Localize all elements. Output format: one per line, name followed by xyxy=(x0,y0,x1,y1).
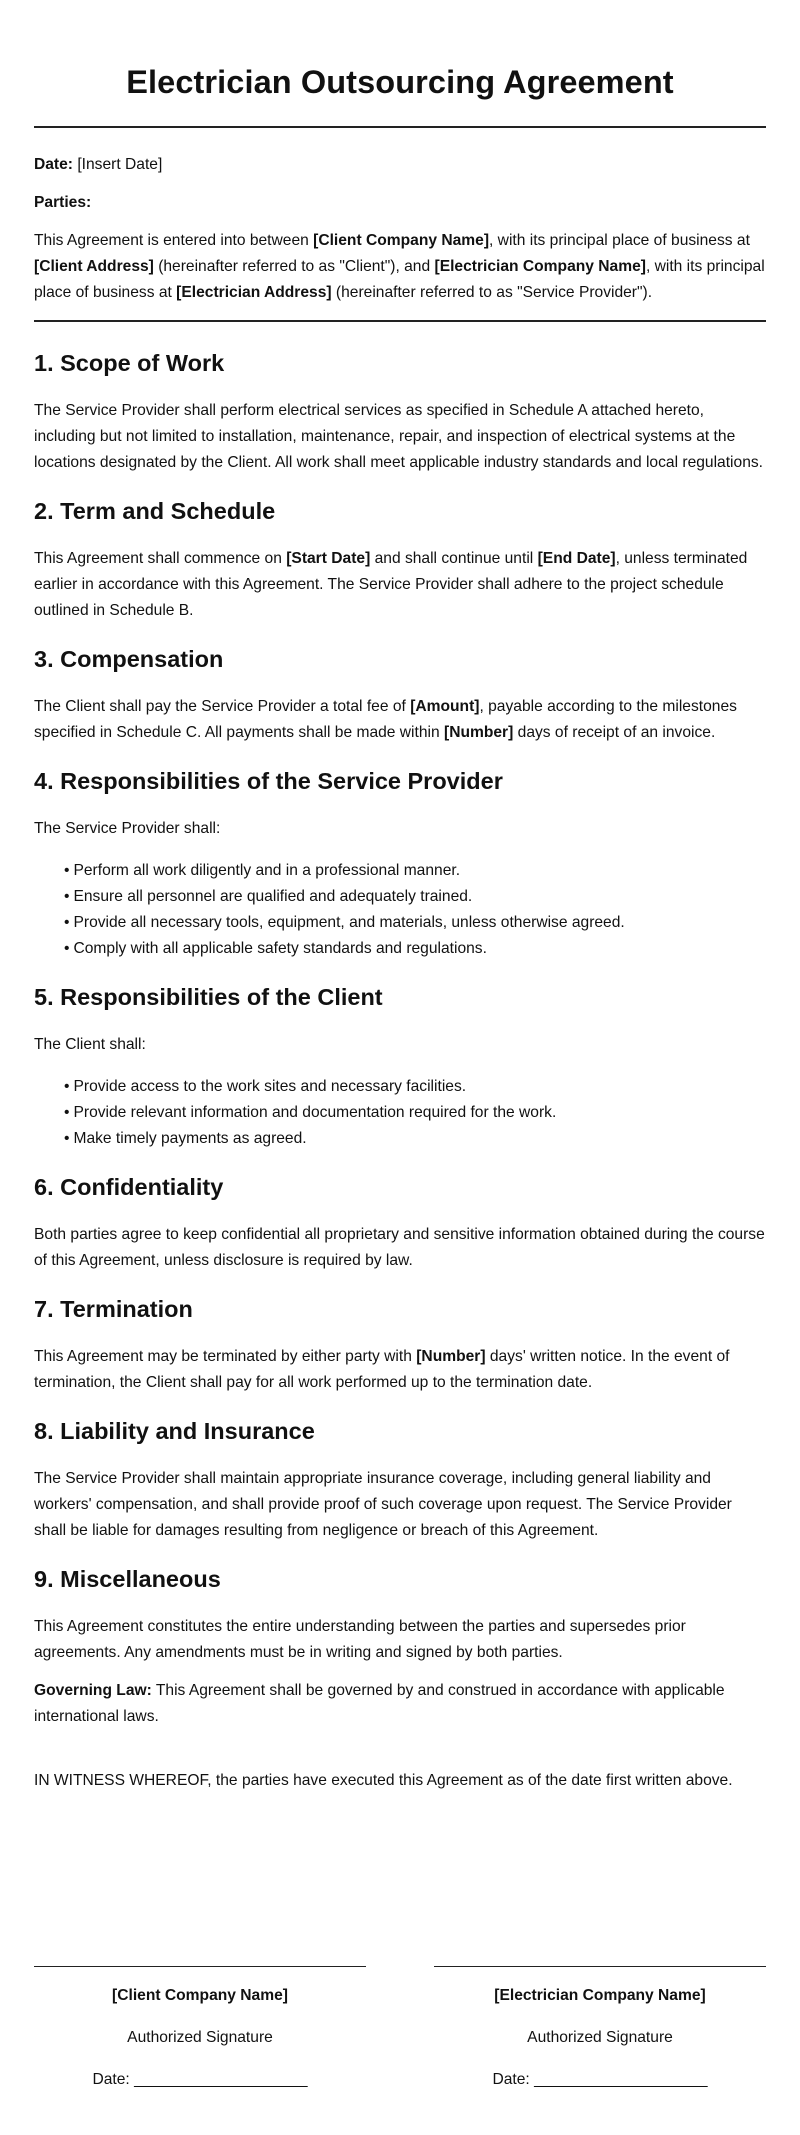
governing-law-label: Governing Law: xyxy=(34,1682,152,1699)
section-heading-scope: 1. Scope of Work xyxy=(34,350,225,376)
section-text-scope: The Service Provider shall perform electrical services as specified in Schedule A attached hereto, including but not limited to installation, maintenance, repair, and inspection of electrical systems at the locations designated by the Client. All work shall meet applicable industry standards and local regulations. xyxy=(34,402,763,471)
section-heading-misc: 9. Miscellaneous xyxy=(34,1566,221,1592)
signature-block xyxy=(34,1966,766,2093)
list-item: • Perform all work diligently and in a professional manner. xyxy=(64,858,766,884)
provider-signature-line xyxy=(434,1966,766,1967)
section-heading-compensation: 3. Compensation xyxy=(34,646,224,672)
date-label: Date: xyxy=(34,156,73,173)
section-text-liability: The Service Provider shall maintain appropriate insurance coverage, including general liability and workers' compensation, and shall provide proof of such coverage upon request. The Service Provider shall be liable for damages resulting from negligence or breach of this Agreement. xyxy=(34,1470,732,1539)
section-heading-client-duties: 5. Responsibilities of the Client xyxy=(34,984,383,1010)
client-duties-list xyxy=(34,1074,766,1152)
section-text-compensation: The Client shall pay the Service Provider a total fee of [Amount], payable according to the milestones specified in Schedule C. All payments shall be made within [Number] days of receipt of an invoice. xyxy=(34,698,737,741)
list-item: • Provide all necessary tools, equipment, and materials, unless otherwise agreed. xyxy=(64,910,766,936)
parties-intro: This Agreement is entered into between [Client Company Name], with its principal place of business at [Client Address] (hereinafter referred to as "Client"), and [Electrician Company Name], with its principal place of business at [Electrician Address] (hereinafter referred to as "Service Provider"). xyxy=(34,232,765,301)
list-item: • Comply with all applicable safety standards and regulations. xyxy=(64,936,766,962)
section-heading-confidentiality: 6. Confidentiality xyxy=(34,1174,224,1200)
title-divider xyxy=(34,126,766,128)
provider-signature xyxy=(434,1966,766,2093)
agreement-meta xyxy=(34,152,766,306)
provider-signature-role: Authorized Signature xyxy=(527,2029,673,2046)
provider-duties-list xyxy=(34,858,766,962)
section-lead-client-duties: The Client shall: xyxy=(34,1036,146,1053)
section-heading-term: 2. Term and Schedule xyxy=(34,498,276,524)
list-item: • Provide access to the work sites and necessary facilities. xyxy=(64,1074,766,1100)
section-text-misc: This Agreement constitutes the entire understanding between the parties and supersedes prior agreements. Any amendments must be in writing and signed by both parties. xyxy=(34,1618,686,1661)
date-value: [Insert Date] xyxy=(77,156,163,173)
section-text-term: This Agreement shall commence on [Start Date] and shall continue until [End Date], unless terminated earlier in accordance with this Agreement. The Service Provider shall adhere to the project schedule outlined in Schedule B. xyxy=(34,550,748,619)
section-text-termination: This Agreement may be terminated by either party with [Number] days' written notice. In the event of termination, the Client shall pay for all work performed up to the termination date. xyxy=(34,1348,730,1391)
client-signature-line xyxy=(34,1966,366,1967)
section-lead-provider-duties: The Service Provider shall: xyxy=(34,820,221,837)
client-signature xyxy=(34,1966,366,2093)
list-item: • Provide relevant information and documentation required for the work. xyxy=(64,1100,766,1126)
governing-law: Governing Law: This Agreement shall be governed by and construed in accordance with applicable international laws. xyxy=(34,1682,725,1725)
client-signature-date: Date: ____________________ xyxy=(92,2071,308,2088)
provider-signature-name: [Electrician Company Name] xyxy=(494,1987,706,2004)
section-heading-liability: 8. Liability and Insurance xyxy=(34,1418,315,1444)
date-line xyxy=(34,152,766,178)
client-signature-name: [Client Company Name] xyxy=(112,1987,288,2004)
intro-divider xyxy=(34,320,766,322)
section-heading-provider-duties: 4. Responsibilities of the Service Provider xyxy=(34,768,503,794)
section-text-confidentiality: Both parties agree to keep confidential all proprietary and sensitive information obtained during the course of this Agreement, unless disclosure is required by law. xyxy=(34,1226,765,1269)
parties-label: Parties: xyxy=(34,194,92,211)
client-signature-role: Authorized Signature xyxy=(127,2029,273,2046)
section-heading-termination: 7. Termination xyxy=(34,1296,193,1322)
provider-signature-date: Date: ____________________ xyxy=(492,2071,708,2088)
witness-statement: IN WITNESS WHEREOF, the parties have executed this Agreement as of the date first written above. xyxy=(34,1772,733,1789)
list-item: • Make timely payments as agreed. xyxy=(64,1126,766,1152)
document-title: Electrician Outsourcing Agreement xyxy=(126,64,674,100)
list-item: • Ensure all personnel are qualified and adequately trained. xyxy=(64,884,766,910)
